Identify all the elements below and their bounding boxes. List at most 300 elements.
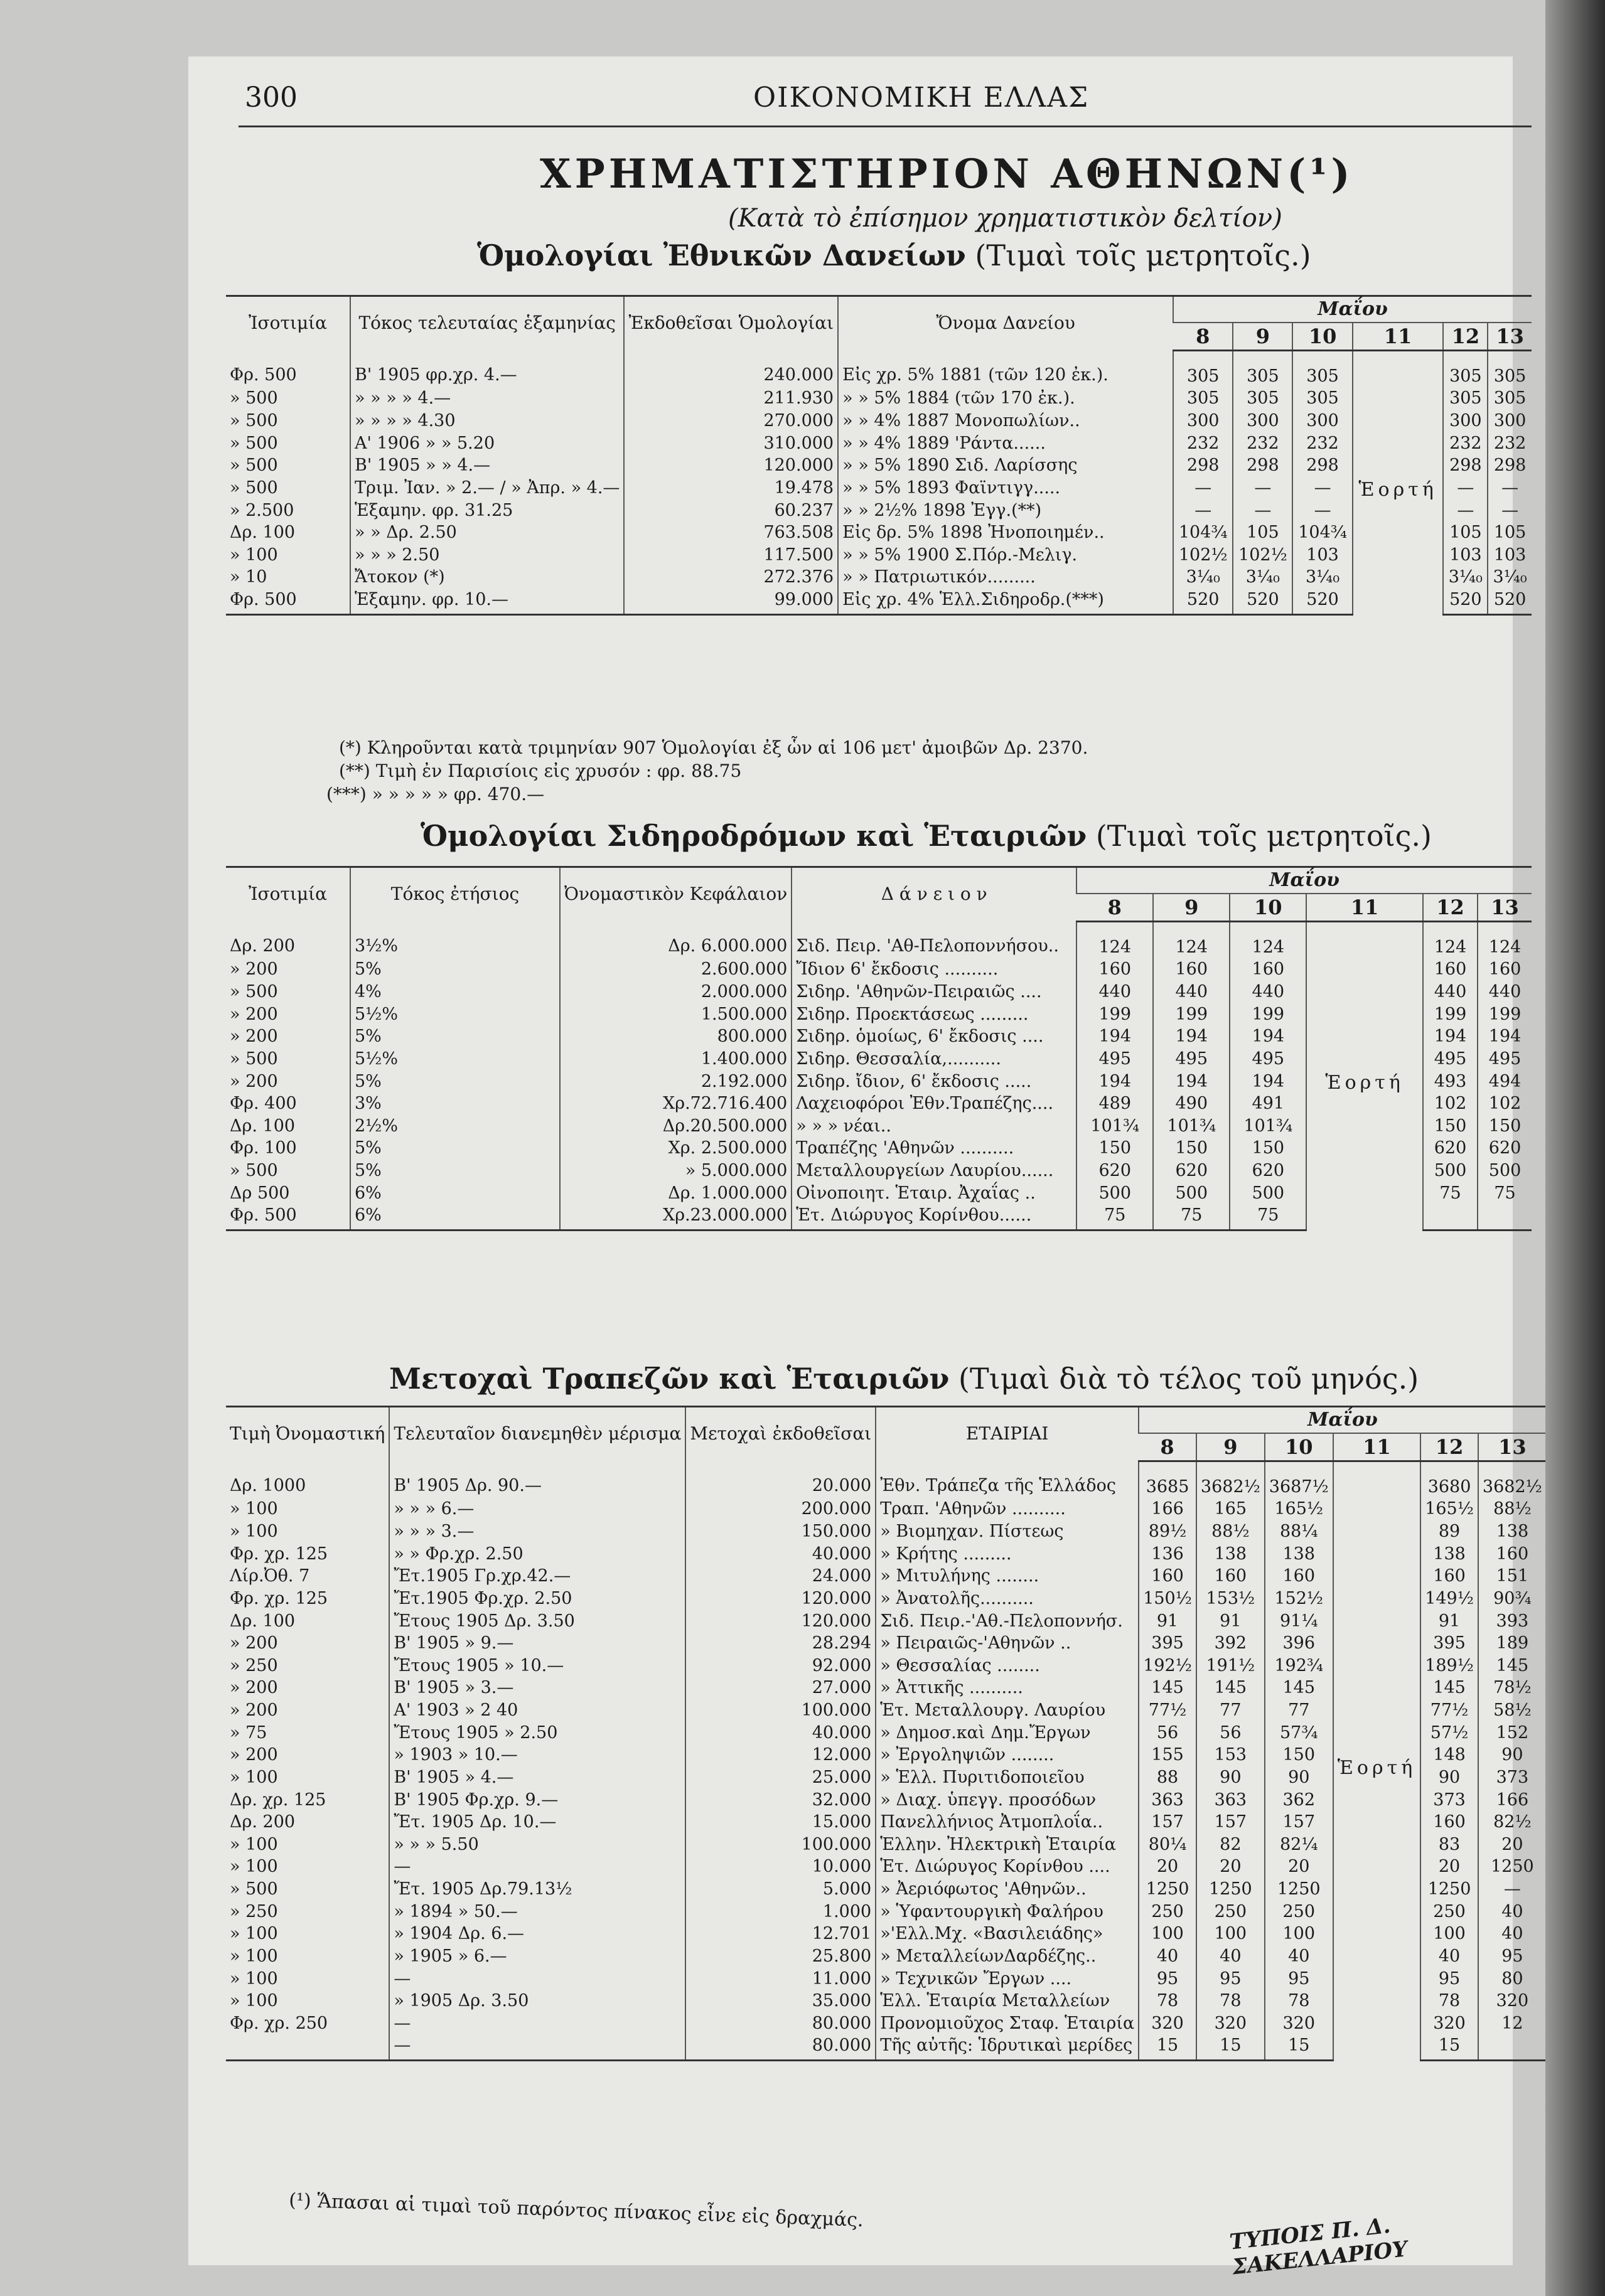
cell-div: » 1894 » 50.— (389, 1901, 685, 1923)
cell-par: » 100 (230, 1522, 278, 1542)
national-loans-rows (226, 350, 1532, 614)
col-loan-name: Δ ά ν ε ι ο ν (792, 867, 1076, 922)
price-day-10: 192¾ (1265, 1655, 1333, 1677)
price-day-10: 1250 (1265, 1878, 1333, 1901)
price-day-13: 440 (1478, 981, 1532, 1003)
cell-issued: 19.478 (624, 477, 838, 499)
price-day-9: 305 (1233, 350, 1292, 387)
cell-name: » Μιτυλήνης ........ (876, 1565, 1139, 1588)
price-day-10: 620 (1230, 1160, 1306, 1182)
price-day-8: 489 (1076, 1092, 1153, 1115)
month-header: Μαΐου (1139, 1407, 1546, 1433)
cell-capital: Δρ.20.500.000 (560, 1115, 792, 1138)
price-day-9: 620 (1153, 1160, 1230, 1182)
cell-div: » 1905 Δρ. 3.50 (389, 1990, 685, 2012)
cell-name: Λαχειοφόροι Ἐθν.Τραπέζης.... (792, 1092, 1076, 1115)
cell-name: » Θεσσαλίας ........ (876, 1655, 1139, 1677)
price-day-12: 373 (1420, 1789, 1478, 1812)
price-day-13: 90 (1478, 1744, 1546, 1766)
price-day-8: 101¾ (1076, 1115, 1153, 1138)
cell-name: Ἑλλην. Ἠλεκτρικὴ Ἑταιρία (876, 1834, 1139, 1856)
cell-name: Μεταλλουργείων Λαυρίου...... (792, 1160, 1076, 1182)
price-day-13: 305 (1488, 387, 1532, 410)
price-day-8: 100 (1139, 1923, 1196, 1945)
cell-name: » » » νέαι.. (792, 1115, 1076, 1138)
price-day-13: 82½ (1478, 1811, 1546, 1834)
footnote-3: (***) » » » » » φρ. 470.— (326, 784, 545, 804)
price-day-9: 153½ (1196, 1588, 1265, 1610)
price-day-9: 232 (1233, 432, 1292, 455)
cell-shares: 25.000 (685, 1766, 876, 1789)
day-9: 9 (1153, 894, 1230, 922)
price-day-12: 440 (1423, 981, 1478, 1003)
price-day-13: 520 (1488, 589, 1532, 614)
month-header: Μαΐου (1173, 296, 1532, 323)
table-row (226, 410, 1532, 432)
cell-rate: 5% (350, 1071, 560, 1093)
price-day-12: 160 (1423, 958, 1478, 981)
cell-name: » » 5% 1890 Σιδ. Λαρίσσης (838, 454, 1173, 477)
col-rate: Τόκος ἐτήσιος (350, 867, 560, 922)
cell-par: » 500 (230, 478, 278, 498)
price-day-12: 103 (1443, 544, 1488, 567)
price-day-12: 3680 (1420, 1461, 1478, 1498)
day-13: 13 (1478, 1433, 1546, 1461)
cell-name: Εἰς δρ. 5% 1898 Ἠνοποιημέν.. (838, 521, 1173, 544)
price-day-13: 494 (1478, 1071, 1532, 1093)
price-day-9: 15 (1196, 2034, 1265, 2060)
price-day-13: 152 (1478, 1722, 1546, 1744)
cell-par: » 75 (230, 1722, 267, 1743)
price-day-13: 103 (1488, 544, 1532, 567)
price-day-13: 232 (1488, 432, 1532, 455)
cell-capital: 800.000 (560, 1025, 792, 1048)
price-day-13: 189 (1478, 1632, 1546, 1655)
price-day-8: 104¾ (1173, 521, 1233, 544)
price-day-12: 305 (1443, 387, 1488, 410)
price-day-12: 232 (1443, 432, 1488, 455)
cell-rate: 5% (350, 1137, 560, 1160)
price-day-13: 298 (1488, 454, 1532, 477)
price-day-9: 56 (1196, 1722, 1265, 1744)
price-day-12: 77½ (1420, 1699, 1478, 1722)
cell-name: Σιδηρ. ὁμοίως, 6' ἔκδοσις .... (792, 1025, 1076, 1048)
price-day-10: 305 (1292, 387, 1352, 410)
cell-par: Φρ. 400 (230, 1094, 297, 1114)
price-day-13: 3682½ (1478, 1461, 1546, 1498)
price-day-13: 78½ (1478, 1677, 1546, 1699)
price-day-12: 3¼₀ (1443, 566, 1488, 589)
cell-name: Ἑτ. Μεταλλουργ. Λαυρίου (876, 1699, 1139, 1722)
cell-name: » Πειραιῶς-'Αθηνῶν .. (876, 1632, 1139, 1655)
price-day-8: 77½ (1139, 1699, 1196, 1722)
price-day-8: 20 (1139, 1855, 1196, 1878)
cell-issued: 310.000 (624, 432, 838, 455)
price-day-8: 495 (1076, 1048, 1153, 1071)
cell-shares: 200.000 (685, 1498, 876, 1520)
cell-shares: 25.800 (685, 1945, 876, 1968)
cell-name: Σιδ. Πειρ.-'Αθ.-Πελοποννήσ. (876, 1610, 1139, 1633)
price-day-8: 305 (1173, 387, 1233, 410)
cell-name: Τραπ. 'Αθηνῶν .......... (876, 1498, 1139, 1520)
price-day-12: 91 (1420, 1610, 1478, 1633)
price-day-13: 160 (1478, 958, 1532, 981)
price-day-8: 40 (1139, 1945, 1196, 1968)
cell-name: » Κρήτης ......... (876, 1543, 1139, 1566)
cell-name: » » Πατριωτικόν......... (838, 566, 1173, 589)
price-day-12: — (1443, 499, 1488, 522)
section3-title-bold: Μετοχαὶ Τραπεζῶν καὶ Ἑταιριῶν (389, 1362, 950, 1396)
cell-issued: 270.000 (624, 410, 838, 432)
col-coupon: Τόκος τελευταίας ἑξαμηνίας (350, 296, 624, 351)
cell-par: Δρ. 1000 (230, 1476, 306, 1496)
header-rule (239, 125, 1532, 127)
cell-par: Δρ. 200 (230, 936, 296, 956)
cell-name: »'Ελλ.Μχ. «Βασιλειάδης» (876, 1923, 1139, 1945)
col-issued: Ἐκδοθεῖσαι Ὁμολογίαι (624, 296, 838, 351)
price-day-13: 40 (1478, 1923, 1546, 1945)
price-day-10: 88¼ (1265, 1520, 1333, 1543)
cell-par: » 100 (230, 1991, 278, 2011)
day-8: 8 (1139, 1433, 1196, 1461)
price-day-10: 15 (1265, 2034, 1333, 2060)
cell-capital: 2.000.000 (560, 981, 792, 1003)
price-day-8: 298 (1173, 454, 1233, 477)
col-company: ΕΤΑΙΡΙΑΙ (876, 1407, 1139, 1461)
section2-title-bold: Ὁμολογίαι Σιδηροδρόμων καὶ Ἑταιριῶν (421, 819, 1087, 853)
cell-coupon: Ἑξαμην. φρ. 10.— (350, 589, 624, 614)
price-day-13: 58½ (1478, 1699, 1546, 1722)
table-row (226, 521, 1532, 544)
price-day-10: 152½ (1265, 1588, 1333, 1610)
price-day-13: 160 (1478, 1543, 1546, 1566)
price-day-12: 75 (1423, 1182, 1478, 1205)
railway-bonds-table (226, 866, 1532, 1231)
cell-par: » 500 (230, 1879, 278, 1899)
cell-shares: 27.000 (685, 1677, 876, 1699)
price-day-8: 95 (1139, 1968, 1196, 1990)
cell-issued: 99.000 (624, 589, 838, 614)
cell-par: » 500 (230, 1049, 278, 1069)
cell-name: Σιδηρ. ἴδιον, 6' ἔκδοσις ..... (792, 1071, 1076, 1093)
price-day-13: 40 (1478, 1901, 1546, 1923)
price-day-9: 199 (1153, 1003, 1230, 1026)
cell-name: Ἐθν. Τράπεζα τῆς Ἑλλάδος (876, 1461, 1139, 1498)
price-day-12: 148 (1420, 1744, 1478, 1766)
cell-par: » 200 (230, 1633, 278, 1653)
cell-div: » » » 5.50 (389, 1834, 685, 1856)
cell-name: » » 4% 1887 Μονοπωλίων.. (838, 410, 1173, 432)
price-day-8: 145 (1139, 1677, 1196, 1699)
price-day-8: 102½ (1173, 544, 1233, 567)
price-day-12: 189½ (1420, 1655, 1478, 1677)
section1-title (477, 238, 1311, 272)
cell-div: Α' 1903 » 2 40 (389, 1699, 685, 1722)
day-8: 8 (1173, 323, 1233, 351)
cell-name: Προνομιοῦχος Σταφ. Ἑταιρία (876, 2012, 1139, 2035)
price-day-10: 194 (1230, 1025, 1306, 1048)
cell-par: Δρ. 200 (230, 1812, 296, 1832)
price-day-8: — (1173, 477, 1233, 499)
price-day-8: 160 (1139, 1565, 1196, 1588)
cell-shares: 100.000 (685, 1699, 876, 1722)
day-11: 11 (1333, 1433, 1421, 1461)
cell-issued: 120.000 (624, 454, 838, 477)
price-day-12: 305 (1443, 350, 1488, 387)
cell-shares: 150.000 (685, 1520, 876, 1543)
cell-div: » » Φρ.χρ. 2.50 (389, 1543, 685, 1566)
price-day-8: 192½ (1139, 1655, 1196, 1677)
holiday-cell: Ἑορτή (1306, 921, 1423, 1230)
price-day-9: 160 (1153, 958, 1230, 981)
price-day-12: 298 (1443, 454, 1488, 477)
cell-capital: 2.600.000 (560, 958, 792, 981)
cell-name: Σιδηρ. 'Αθηνῶν-Πειραιῶς .... (792, 981, 1076, 1003)
cell-par: Φρ. 500 (226, 1204, 350, 1230)
price-day-10: 3687½ (1265, 1461, 1333, 1498)
price-day-9: 305 (1233, 387, 1292, 410)
cell-coupon: Τριμ. Ἰαν. » 2.— / » Ἀπρ. » 4.— (350, 477, 624, 499)
day-9: 9 (1196, 1433, 1265, 1461)
table-row (226, 589, 1532, 614)
price-day-9: 20 (1196, 1855, 1265, 1878)
cell-par: Δρ. 100 (230, 1611, 296, 1631)
cell-par: » 100 (230, 1499, 278, 1519)
cell-name: Ἑτ. Διώρυγος Κορίνθου .... (876, 1855, 1139, 1878)
cell-par: Δρ. χρ. 125 (230, 1790, 326, 1810)
price-day-12: 95 (1420, 1968, 1478, 1990)
price-day-9: 194 (1153, 1071, 1230, 1093)
cell-issued: 60.237 (624, 499, 838, 522)
price-day-8: 250 (1139, 1901, 1196, 1923)
price-day-9: 88½ (1196, 1520, 1265, 1543)
price-day-8: 320 (1139, 2012, 1196, 2035)
cell-name: Σιδηρ. Θεσσαλία,.......... (792, 1048, 1076, 1071)
col-par: Ἰσοτιμία (226, 867, 350, 922)
day-11: 11 (1353, 323, 1444, 351)
cell-name: Ἑτ. Διώρυγος Κορίνθου...... (792, 1204, 1076, 1230)
price-day-9: 1250 (1196, 1878, 1265, 1901)
price-day-9: 82 (1196, 1834, 1265, 1856)
cell-shares: 28.294 (685, 1632, 876, 1655)
cell-capital: Χρ.72.716.400 (560, 1092, 792, 1115)
col-dividend: Τελευταῖον διανεμηθὲν μέρισμα (389, 1407, 685, 1461)
price-day-10: 100 (1265, 1923, 1333, 1945)
price-day-9: 298 (1233, 454, 1292, 477)
price-day-8: 56 (1139, 1722, 1196, 1744)
cell-shares: 100.000 (685, 1834, 876, 1856)
cell-name: » Ἀττικῆς .......... (876, 1677, 1139, 1699)
cell-name: Οἰνοποιητ. Ἑταιρ. Ἀχαΐας .. (792, 1182, 1076, 1205)
cell-rate: 3½% (350, 921, 560, 958)
price-day-9: 100 (1196, 1923, 1265, 1945)
cell-par: » 200 (230, 1071, 278, 1091)
price-day-12: 160 (1420, 1811, 1478, 1834)
price-day-8: 199 (1076, 1003, 1153, 1026)
price-day-8: 136 (1139, 1543, 1196, 1566)
section3-title (389, 1362, 1419, 1396)
footnote-prices: (¹) Ἅπασαι αἱ τιμαὶ τοῦ παρόντος πίνακος εἶνε εἰς δραχμάς. (288, 2189, 864, 2231)
cell-rate: 5½% (350, 1048, 560, 1071)
cell-issued: 117.500 (624, 544, 838, 567)
cell-div: » 1904 Δρ. 6.— (389, 1923, 685, 1945)
cell-name: » Ἑλλ. Πυριτιδοποιεῖου (876, 1766, 1139, 1789)
price-day-10: 138 (1265, 1543, 1333, 1566)
price-day-8: 75 (1076, 1204, 1153, 1230)
cell-capital: Δρ. 1.000.000 (560, 1182, 792, 1205)
cell-par: » 200 (230, 1004, 278, 1024)
cell-rate: 4% (350, 981, 560, 1003)
cell-par: » 100 (230, 545, 278, 565)
cell-name: » » 2½% 1898 Ἐγγ.(**) (838, 499, 1173, 522)
cell-capital: Χρ. 2.500.000 (560, 1137, 792, 1160)
price-day-13: 166 (1478, 1789, 1546, 1812)
price-day-13: 138 (1478, 1520, 1546, 1543)
price-day-13: — (1478, 1878, 1546, 1901)
price-day-13: 300 (1488, 410, 1532, 432)
price-day-12: 105 (1443, 521, 1488, 544)
price-day-10: 194 (1230, 1071, 1306, 1093)
price-day-9: 495 (1153, 1048, 1230, 1071)
cell-par (226, 2034, 389, 2060)
cell-coupon: » » Δρ. 2.50 (350, 521, 624, 544)
price-day-12: 40 (1420, 1945, 1478, 1968)
price-day-10: 20 (1265, 1855, 1333, 1878)
price-day-12: 500 (1423, 1160, 1478, 1182)
price-day-10: 165½ (1265, 1498, 1333, 1520)
price-day-8: 3685 (1139, 1461, 1196, 1498)
price-day-9: 160 (1196, 1565, 1265, 1588)
price-day-13: 80 (1478, 1968, 1546, 1990)
price-day-12: 100 (1420, 1923, 1478, 1945)
cell-name: » Ἀνατολῆς.......... (876, 1588, 1139, 1610)
railway-bonds-rows (226, 921, 1532, 1230)
price-day-13: 150 (1478, 1115, 1532, 1138)
price-day-8: 620 (1076, 1160, 1153, 1182)
price-day-13: 124 (1478, 921, 1532, 958)
book-binding-shadow (1545, 0, 1605, 2296)
price-day-12: 300 (1443, 410, 1488, 432)
price-day-10: — (1292, 499, 1352, 522)
cell-par: Φρ. 500 (230, 365, 297, 385)
day-13: 13 (1478, 894, 1532, 922)
price-day-10: 300 (1292, 410, 1352, 432)
cell-name: » Τεχνικῶν Ἔργων .... (876, 1968, 1139, 1990)
price-day-13: 90¾ (1478, 1588, 1546, 1610)
price-day-9: 145 (1196, 1677, 1265, 1699)
cell-issued: 211.930 (624, 387, 838, 410)
price-day-8: 15 (1139, 2034, 1196, 2060)
holiday-cell: Ἑορτή (1353, 350, 1444, 614)
price-day-13: 620 (1478, 1137, 1532, 1160)
price-day-12: 493 (1423, 1071, 1478, 1093)
price-day-9: — (1233, 477, 1292, 499)
cell-coupon: » » » » 4.— (350, 387, 624, 410)
day-10: 10 (1265, 1433, 1333, 1461)
price-day-9: 153 (1196, 1744, 1265, 1766)
cell-par: Δρ 500 (230, 1183, 290, 1203)
price-day-9: 105 (1233, 521, 1292, 544)
price-day-9: 102½ (1233, 544, 1292, 567)
page-scan (188, 56, 1542, 2280)
table-row (226, 921, 1532, 958)
price-day-12: 20 (1420, 1855, 1478, 1878)
day-13: 13 (1488, 323, 1532, 351)
price-day-13: 500 (1478, 1160, 1532, 1182)
price-day-10: 150 (1265, 1744, 1333, 1766)
price-day-10: 298 (1292, 454, 1352, 477)
cell-par: » 500 (230, 456, 278, 476)
price-day-10: 305 (1292, 350, 1352, 387)
price-day-9: 165 (1196, 1498, 1265, 1520)
cell-shares: 15.000 (685, 1811, 876, 1834)
price-day-9: 90 (1196, 1766, 1265, 1789)
cell-par: Λίρ.Ὀθ. 7 (230, 1566, 310, 1586)
price-day-8: 194 (1076, 1025, 1153, 1048)
col-loan-name: Ὄνομα Δανείου (838, 296, 1173, 351)
price-day-13: 373 (1478, 1766, 1546, 1789)
cell-rate: 2½% (350, 1115, 560, 1138)
bank-shares-rows (226, 1461, 1546, 2060)
price-day-10: 77 (1265, 1699, 1333, 1722)
price-day-9: 124 (1153, 921, 1230, 958)
cell-par: » 200 (230, 1745, 278, 1765)
price-day-9: 490 (1153, 1092, 1230, 1115)
price-day-12: 520 (1443, 589, 1488, 614)
cell-par: » 2.500 (230, 500, 294, 520)
cell-name: Πανελλήνιος Ἀτμοπλοΐα.. (876, 1811, 1139, 1834)
price-day-8: 3¼₀ (1173, 566, 1233, 589)
cell-name: » » 4% 1889 'Ράντα...... (838, 432, 1173, 455)
price-day-9: 138 (1196, 1543, 1265, 1566)
main-title: ΧΡΗΜΑΤΙΣΤΗΡΙΟΝ ΑΘΗΝΩΝ(¹) (540, 151, 1354, 198)
cell-div: Ἔτ. 1905 Δρ.79.13½ (389, 1878, 685, 1901)
price-day-10: 57¾ (1265, 1722, 1333, 1744)
price-day-13 (1478, 2034, 1546, 2060)
price-day-13: 305 (1488, 350, 1532, 387)
price-day-8: 88 (1139, 1766, 1196, 1789)
cell-shares: 40.000 (685, 1722, 876, 1744)
cell-name: Τῆς αὐτῆς: Ἱδρυτικαὶ μερίδες (876, 2034, 1139, 2060)
cell-div: Ἔτους 1905 » 2.50 (389, 1722, 685, 1744)
cell-shares: 20.000 (685, 1461, 876, 1498)
cell-div: Β' 1905 » 4.— (389, 1766, 685, 1789)
cell-par: Φρ. 500 (226, 589, 350, 614)
cell-coupon: Α' 1906 » » 5.20 (350, 432, 624, 455)
cell-name: » » 5% 1884 (τῶν 170 ἐκ.). (838, 387, 1173, 410)
cell-shares: 120.000 (685, 1588, 876, 1610)
page-number: 300 (245, 82, 298, 114)
price-day-12: 145 (1420, 1677, 1478, 1699)
price-day-12: 78 (1420, 1990, 1478, 2012)
price-day-9: 320 (1196, 2012, 1265, 2035)
cell-shares: 1.000 (685, 1901, 876, 1923)
cell-shares: 12.701 (685, 1923, 876, 1945)
price-day-10: 78 (1265, 1990, 1333, 2012)
cell-par: Φρ. 100 (230, 1138, 297, 1158)
cell-name: Σιδηρ. Προεκτάσεως ......... (792, 1003, 1076, 1026)
cell-name: Τραπέζης 'Αθηνῶν .......... (792, 1137, 1076, 1160)
cell-shares: 120.000 (685, 1610, 876, 1633)
price-day-8: 160 (1076, 958, 1153, 981)
price-day-8: 80¼ (1139, 1834, 1196, 1856)
cell-div: » » » 3.— (389, 1520, 685, 1543)
cell-rate: 5% (350, 958, 560, 981)
price-day-9: 300 (1233, 410, 1292, 432)
cell-par: » 500 (230, 1161, 278, 1181)
price-day-13: 199 (1478, 1003, 1532, 1026)
price-day-10: 320 (1265, 2012, 1333, 2035)
